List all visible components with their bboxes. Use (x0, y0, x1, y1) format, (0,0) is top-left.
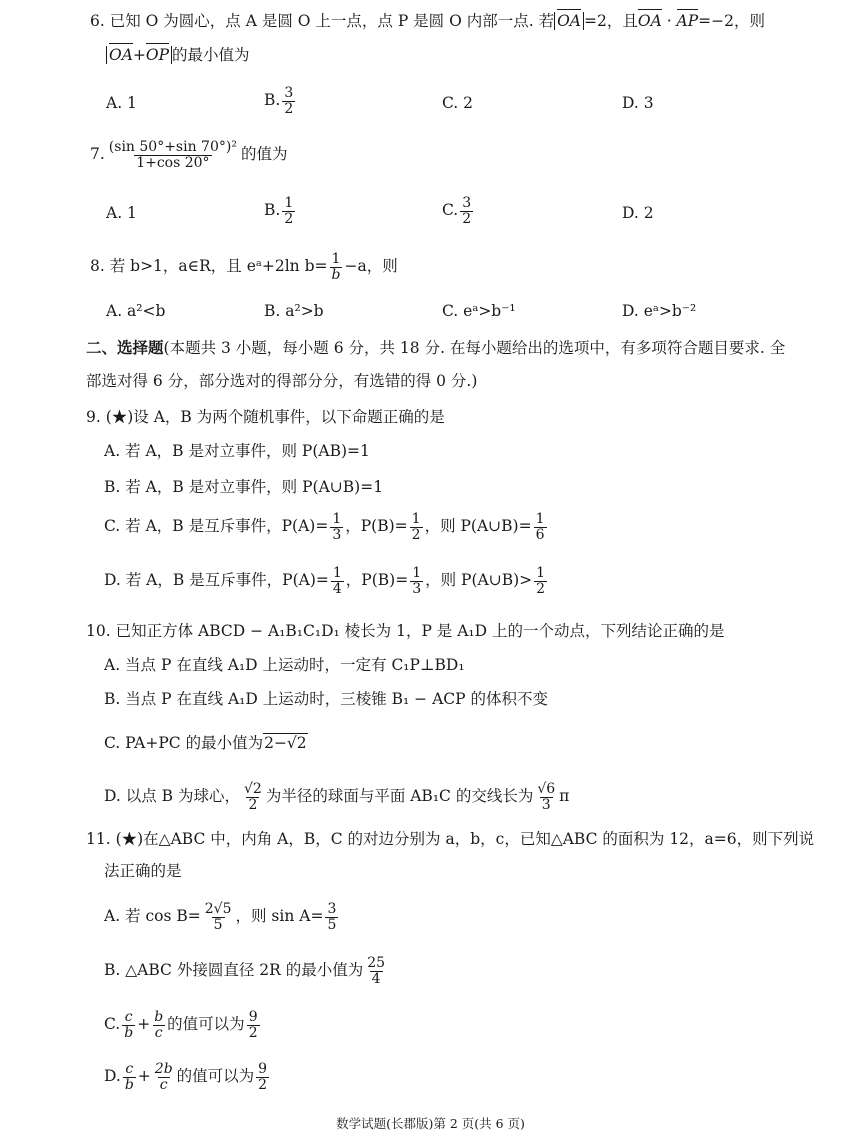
q11-option-c[interactable]: C. $\frac{c}{b}$ + $\frac{b}{c}$ 的值可以为 $\frac{9}{2}$ (104, 1009, 258, 1041)
q6-stem-c: =−2，则 (698, 12, 766, 30)
q8-option-c[interactable]: C. eᵃ>b⁻¹ (442, 302, 516, 320)
q7-option-a[interactable]: A. 1 (106, 204, 137, 222)
q6-stem-a: 6. 已知 O 为圆心，点 A 是圆 O 上一点，点 P 是圆 O 内部一点. 若 (90, 12, 555, 30)
q11-option-d[interactable]: D. $\frac{c}{b}$ + $\frac{2b}{c}$ 的值可以为 $\frac{9}{2}$ (104, 1061, 268, 1093)
q8-option-b[interactable]: B. a²>b (264, 302, 324, 320)
q10-option-c[interactable]: C. PA+PC 的最小值为2−√2 (104, 734, 307, 752)
q11-option-a[interactable]: A. 若 cos B= $\frac{2√5}{5}$ ，则 sin A= $\frac{3}{5}$ (104, 901, 337, 933)
q6-vec-oa-abs: OA (554, 12, 584, 30)
q6-stem-b: =2，且 (584, 12, 638, 30)
q9-stem: 9. (★)设 A，B 为两个随机事件，以下命题正确的是 (86, 408, 445, 426)
q10-sqrt: 2−√2 (264, 734, 307, 752)
q7-option-c[interactable]: C. $\frac{3}{2}$ (442, 195, 472, 227)
q6-option-a[interactable]: A. 1 (106, 94, 137, 112)
q9-option-c[interactable]: C. 若 A，B 是互斥事件，P(A)= $\frac{1}{3}$ ，P(B)= $\frac{1}{2}$ ，则 P(A∪B)= $\frac{1}{6}$ (104, 511, 545, 543)
q11-stem-1: 11. (★)在△ABC 中，内角 A，B，C 的对边分别为 a，b，c，已知△ABC 的面积为 12，a=6，则下列说 (86, 830, 815, 848)
q6-vec-ap: AP (676, 12, 699, 30)
q10-option-d[interactable]: D. 以点 B 为球心， $\frac{√2}{2}$ 为半径的球面与平面 AB₁C 的交线长为 $\frac{√6}{3}$ π (104, 781, 570, 813)
q6-vec-oa: OA (637, 12, 662, 30)
q7-stem: 7. $\frac{\text{(sin 50°+sin 70°)²}}{1+\cos 20^\circ}$ 的值为 (90, 139, 288, 171)
q6-option-b[interactable]: B. $\frac{3}{2}$ (264, 85, 294, 117)
q6-vec-sum: OA+OP (106, 46, 172, 64)
q6-stem-d: 的最小值为 (172, 46, 250, 64)
q8-stem: 8. 若 b>1，a∈R，且 eᵃ+2ln b= $\frac{1}{b}$ −a，则 (90, 251, 398, 283)
page-footer: 数学试题(长郡版)第 2 页(共 6 页) (336, 1116, 525, 1131)
section2-desc-2: 部选对得 6 分，部分选对的得部分分，有选错的得 0 分.) (86, 372, 478, 390)
q7-option-d[interactable]: D. 2 (622, 204, 654, 222)
q6-stem: 6. 已知 O 为圆心，点 A 是圆 O 上一点，点 P 是圆 O 内部一点. 若 OA =2，且OA · AP=−2，则 (90, 12, 766, 30)
q10-option-a[interactable]: A. 当点 P 在直线 A₁D 上运动时，一定有 C₁P⊥BD₁ (104, 656, 465, 674)
q10-option-b[interactable]: B. 当点 P 在直线 A₁D 上运动时，三棱锥 B₁ − ACP 的体积不变 (104, 690, 548, 708)
q6-stem-line2 (106, 46, 250, 65)
q7-option-b[interactable]: B. $\frac{1}{2}$ (264, 195, 294, 227)
q6-option-d[interactable]: D. 3 (622, 94, 654, 112)
q7-fraction: $\frac{\text{(sin 50°+sin 70°)²}}{1+\cos 20^\circ}$ (108, 139, 237, 171)
q11-option-b[interactable]: B. △ABC 外接圆直径 2R 的最小值为 $\frac{25}{4}$ (104, 955, 386, 987)
q11-stem-2: 法正确的是 (104, 862, 182, 880)
section2-desc-1: (本题共 3 小题，每小题 6 分，共 18 分. 在每小题给出的选项中，有多项符合题目要求. 全 (163, 339, 786, 357)
q8-option-d[interactable]: D. eᵃ>b⁻² (622, 302, 697, 320)
section2-title: 二、选择题 (86, 338, 164, 357)
q9-option-b[interactable]: B. 若 A，B 是对立事件，则 P(A∪B)=1 (104, 478, 384, 496)
q9-option-a[interactable]: A. 若 A，B 是对立事件，则 P(AB)=1 (104, 442, 370, 460)
q6-option-c[interactable]: C. 2 (442, 94, 474, 112)
q10-stem: 10. 已知正方体 ABCD − A₁B₁C₁D₁ 棱长为 1，P 是 A₁D 上的一个动点，下列结论正确的是 (86, 622, 725, 640)
q9-option-d[interactable]: D. 若 A，B 是互斥事件，P(A)= $\frac{1}{4}$ ，P(B)= $\frac{1}{3}$ ，则 P(A∪B)> $\frac{1}{2}$ (104, 565, 546, 597)
q8-option-a[interactable]: A. a²<b (106, 302, 166, 320)
section2-heading (86, 338, 785, 358)
